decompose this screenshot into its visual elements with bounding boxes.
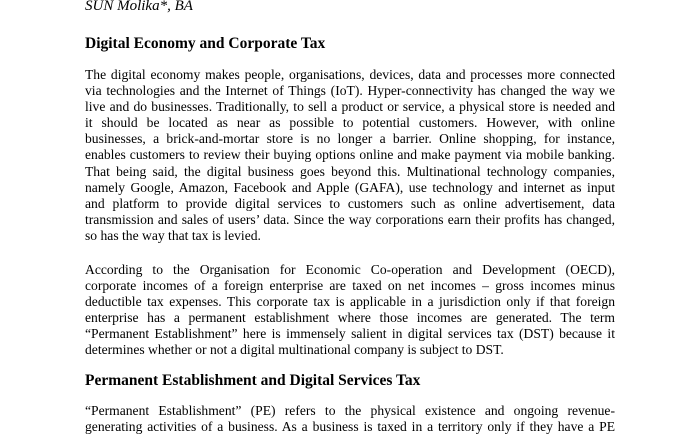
text-line: enables customers to review their buying options online and make payment via mobile banking.	[85, 147, 615, 163]
paragraph-digital-economy	[85, 67, 615, 244]
section-heading-digital-economy: Digital Economy and Corporate Tax	[85, 35, 326, 52]
text-line: “Permanent Establishment” (PE) refers to the physical existence and ongoing revenue-	[85, 403, 615, 418]
text-line: via technologies and the Internet of Things (IoT). Hyper-connectivity has changed the way we	[85, 83, 615, 99]
text-line: determines whether or not a digital multinational company is subject to DST.	[85, 342, 504, 358]
text-line: businesses, a brick-and-mortar store is no longer a barrier. Online shopping, for instance,	[85, 131, 615, 147]
text-line: According to the Organisation for Economic Co-operation and Development (OECD),	[85, 262, 615, 277]
paragraph-permanent-establishment	[85, 403, 615, 435]
text-line: corporate incomes of a foreign enterprise are taxed on net incomes – gross incomes minus	[85, 278, 615, 294]
text-line: so has the way that tax is levied.	[85, 227, 261, 243]
text-line: and platform to provide digital services to customers such as online advertisement, data	[85, 195, 615, 211]
section-heading-permanent-establishment: Permanent Establishment and Digital Services Tax	[85, 372, 421, 389]
text-line: That being said, the digital business goes beyond this. Multinational technology companies,	[85, 163, 615, 179]
author-byline: SUN Molika*, BA	[85, 0, 193, 14]
paragraph-oecd	[85, 262, 615, 359]
text-line: “Permanent Establishment” here is immensely salient in digital services tax (DST) because it	[85, 326, 615, 342]
text-line: namely Google, Amazon, Facebook and Apple (GAFA), use technology and internet as input	[85, 179, 615, 195]
text-line: The digital economy makes people, organisations, devices, data and processes more connected	[85, 67, 615, 82]
text-line: deductible tax expenses. This corporate tax is applicable in a jurisdiction only if that foreign	[85, 294, 615, 310]
text-line: live and do businesses. Traditionally, to sell a product or service, a physical store is needed and	[85, 99, 615, 115]
text-line: enterprise has a permanent establishment where those incomes are generated. The term	[85, 310, 615, 326]
text-line: generating activities of a business. As a business is taxed in a territory only if they have a PE	[85, 419, 615, 435]
text-line: transmission and sales of users’ data. Since the way corporations earn their profits has changed,	[85, 211, 615, 227]
text-line: it should be located as near as possible to potential customers. However, with online	[85, 115, 615, 131]
